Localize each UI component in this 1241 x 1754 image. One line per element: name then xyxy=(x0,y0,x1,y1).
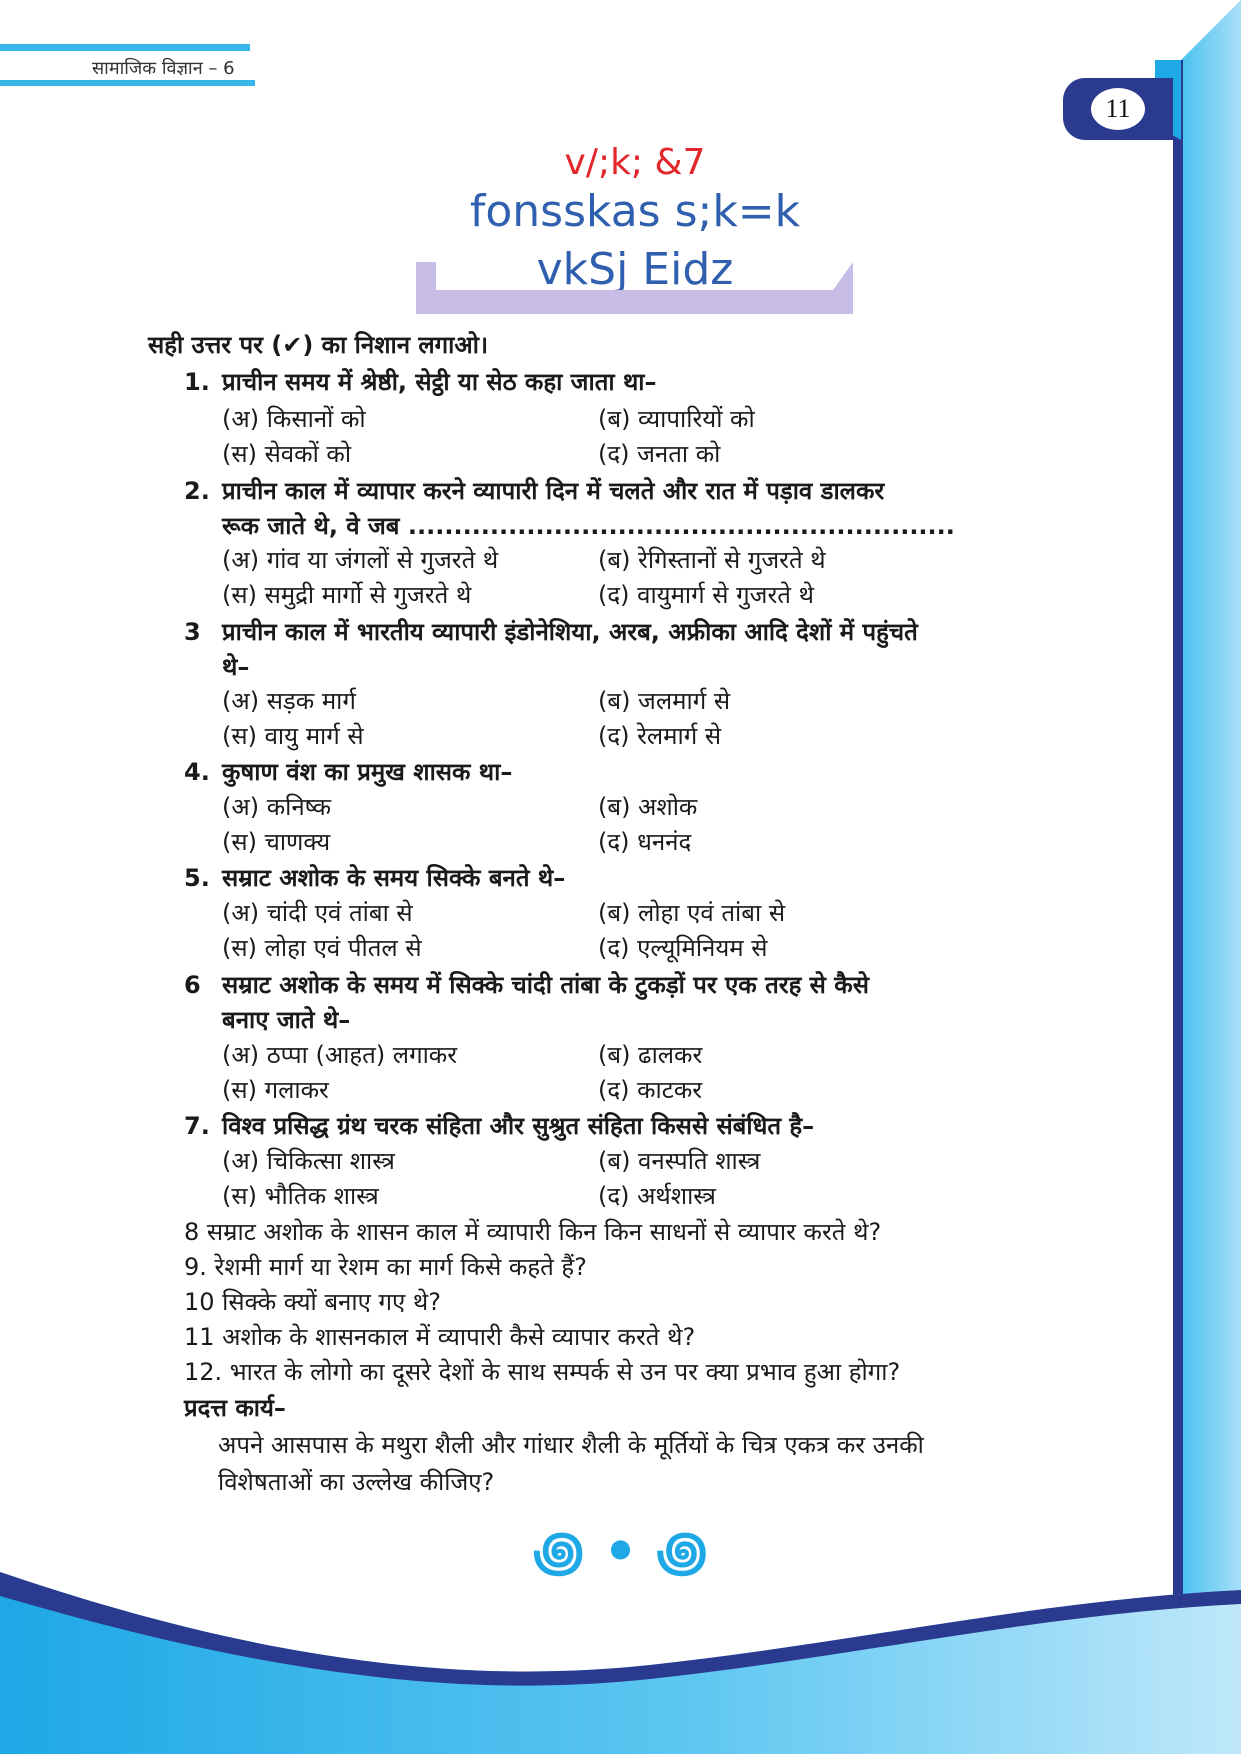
option: (ब) ढालकर xyxy=(598,1041,703,1069)
option: (ब) लोहा एवं तांबा से xyxy=(598,899,786,927)
short-question: 8 सम्राट अशोक के शासन काल में व्यापारी किन किन साधनों से व्यापार करते थे? xyxy=(184,1218,882,1246)
option: (अ) ठप्पा (आहत) लगाकर xyxy=(222,1041,458,1069)
option: (द) धननंद xyxy=(598,828,692,856)
question-text: प्राचीन काल में भारतीय व्यापारी इंडोनेशिया, अरब, अफ्रीका आदि देशों में पहुंचते xyxy=(222,618,918,646)
option: (द) अर्थशास्त्र xyxy=(598,1182,716,1210)
assignment-text: विशेषताओं का उल्लेख कीजिए? xyxy=(218,1468,495,1496)
option: (ब) व्यापारियों को xyxy=(598,405,755,433)
question-text: सम्राट अशोक के समय सिक्के बनते थे– xyxy=(222,864,566,892)
chapter-number: v/;k; &7 xyxy=(564,142,706,183)
option: (द) एल्यूमिनियम से xyxy=(598,934,768,962)
assignment-heading: प्रदत्त कार्य– xyxy=(184,1394,286,1422)
question-number: 5. xyxy=(184,864,210,892)
question-number: 4. xyxy=(184,758,210,786)
option: (ब) जलमार्ग से xyxy=(598,687,731,715)
chapter-title-line1: fonsskas s;k=k xyxy=(469,186,801,237)
option: (स) गलाकर xyxy=(222,1076,329,1104)
header-subject: सामाजिक विज्ञान – 6 xyxy=(92,58,235,79)
question-text: प्राचीन समय में श्रेष्ठी, सेट्ठी या सेठ कहा जाता था– xyxy=(222,368,657,396)
option: (अ) चांदी एवं तांबा से xyxy=(222,899,413,927)
option: (स) चाणक्य xyxy=(222,828,331,856)
short-question: 12. भारत के लोगो का दूसरे देशों के साथ सम्पर्क से उन पर क्या प्रभाव हुआ होगा? xyxy=(184,1358,901,1386)
option: (द) काटकर xyxy=(598,1076,703,1104)
short-question: 11 अशोक के शासनकाल में व्यापारी कैसे व्यापार करते थे? xyxy=(184,1323,696,1351)
option: (स) भौतिक शास्त्र xyxy=(222,1182,379,1210)
title-bracket xyxy=(416,262,853,314)
option: (ब) रेगिस्तानों से गुजरते थे xyxy=(598,546,826,574)
question-text: विश्व प्रसिद्ध ग्रंथ चरक संहिता और सुश्रुत संहिता किससे संबंधित है– xyxy=(222,1112,815,1140)
option: (स) समुद्री मार्गो से गुजरते थे xyxy=(222,581,472,609)
question-number: 3 xyxy=(184,618,201,646)
question-number: 1. xyxy=(184,368,210,396)
instruction: सही उत्तर पर (✔) का निशान लगाओ। xyxy=(148,331,489,359)
question-number: 7. xyxy=(184,1112,210,1140)
short-question: 9. रेशमी मार्ग या रेशम का मार्ग किसे कहते हैं? xyxy=(184,1253,587,1281)
question-text: कुषाण वंश का प्रमुख शासक था– xyxy=(222,758,513,786)
option: (स) वायु मार्ग से xyxy=(222,722,364,750)
option: (ब) वनस्पति शास्त्र xyxy=(598,1147,761,1175)
option: (अ) गांव या जंगलों से गुजरते थे xyxy=(222,546,499,574)
assignment-text: अपने आसपास के मथुरा शैली और गांधार शैली के मूर्तियों के चित्र एकत्र कर उनकी xyxy=(218,1431,924,1459)
question-text: थे– xyxy=(222,653,250,681)
short-question: 10 सिक्के क्यों बनाए गए थे? xyxy=(184,1288,441,1316)
question-text: रूक जाते थे, वे जब ............................................................ xyxy=(222,512,955,540)
option: (द) जनता को xyxy=(598,440,721,468)
question-text: बनाए जाते थे– xyxy=(222,1006,351,1034)
option: (स) लोहा एवं पीतल से xyxy=(222,934,422,962)
option: (अ) किसानों को xyxy=(222,405,366,433)
option: (अ) चिकित्सा शास्त्र xyxy=(222,1147,395,1175)
option: (द) वायुमार्ग से गुजरते थे xyxy=(598,581,814,609)
option: (स) सेवकों को xyxy=(222,440,352,468)
option: (ब) अशोक xyxy=(598,793,698,821)
question-number: 2. xyxy=(184,477,210,505)
footer-ornament: ꩜ • ꩜ xyxy=(533,1520,708,1583)
question-number: 6 xyxy=(184,971,201,999)
option: (अ) कनिष्क xyxy=(222,793,332,821)
page-number: 11 xyxy=(1091,88,1145,130)
option: (अ) सड़क मार्ग xyxy=(222,687,356,715)
question-text: सम्राट अशोक के समय में सिक्के चांदी तांबा के टुकड़ों पर एक तरह से कैसे xyxy=(222,971,869,999)
chapter-title-line2: vkSj Eidz xyxy=(536,244,734,295)
question-text: प्राचीन काल में व्यापार करने व्यापारी दिन में चलते और रात में पड़ाव डालकर xyxy=(222,477,885,505)
option: (द) रेलमार्ग से xyxy=(598,722,722,750)
